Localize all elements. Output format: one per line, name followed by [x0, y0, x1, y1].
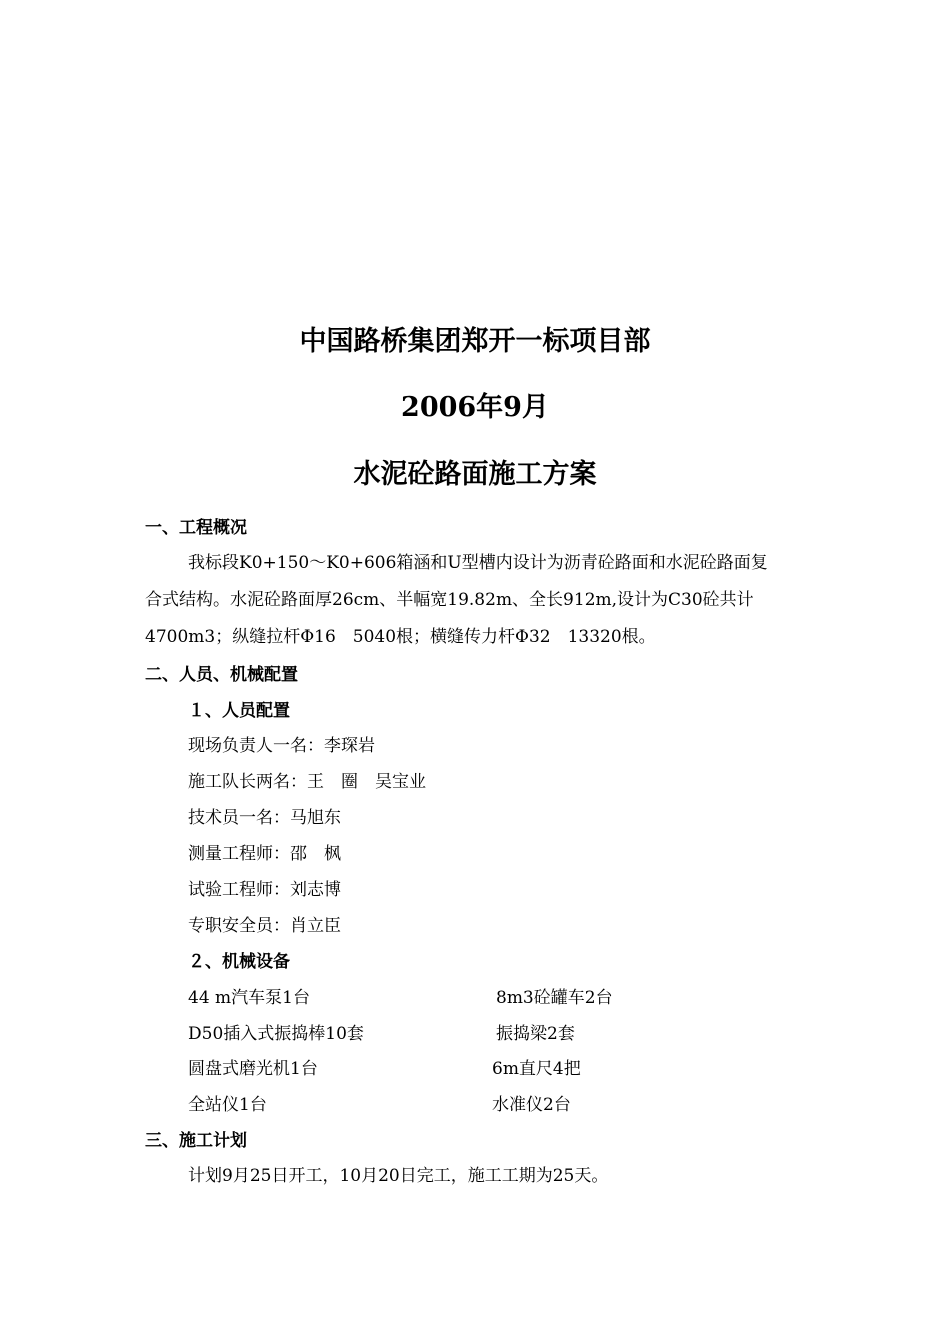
equipment-item-left: 全站仪1台: [188, 1095, 267, 1115]
organization-title: 中国路桥集团郑开一标项目部: [299, 326, 651, 357]
equipment-item-right: 水准仪2台: [492, 1095, 571, 1115]
subsection-heading-staff: １、人员配置: [188, 701, 290, 721]
staff-item: 专职安全员：肖立臣: [188, 916, 341, 936]
equipment-item-right: 振捣梁2套: [496, 1024, 575, 1044]
equipment-item-left: 圆盘式磨光机1台: [188, 1059, 318, 1079]
staff-item: 测量工程师：邵 枫: [188, 844, 341, 864]
schedule-paragraph: 计划9月25日开工，10月20日完工，施工工期为25天。: [188, 1166, 609, 1186]
staff-item: 现场负责人一名：李琛岩: [188, 736, 375, 756]
equipment-item-left: D50插入式振捣棒10套: [188, 1024, 364, 1044]
equipment-item-right: 6m直尺4把: [492, 1059, 581, 1079]
section-heading-schedule: 三、施工计划: [145, 1131, 247, 1151]
section-heading-overview: 一、工程概况: [145, 518, 247, 538]
document-date: 2006年9月: [401, 392, 549, 423]
equipment-item-right: 8m3砼罐车2台: [496, 988, 613, 1008]
subsection-heading-equipment: ２、机械设备: [188, 952, 290, 972]
overview-paragraph-line-3: 4700m3；纵缝拉杆Φ16 5040根；横缝传力杆Φ32 13320根。: [145, 627, 656, 647]
overview-paragraph-line-2: 合式结构。水泥砼路面厚26cm、半幅宽19.82m、全长912m,设计为C30砼共计: [145, 590, 754, 610]
overview-paragraph-line-1: 我标段K0+150～K0+606箱涵和U型槽内设计为沥青砼路面和水泥砼路面复: [188, 553, 768, 573]
staff-item: 试验工程师：刘志博: [188, 880, 341, 900]
equipment-item-left: 44 m汽车泵1台: [188, 988, 310, 1008]
section-heading-configuration: 二、人员、机械配置: [145, 665, 298, 685]
staff-item: 施工队长两名：王 圈 吴宝业: [188, 772, 426, 792]
document-title: 水泥砼路面施工方案: [353, 459, 597, 490]
staff-item: 技术员一名：马旭东: [188, 808, 341, 828]
